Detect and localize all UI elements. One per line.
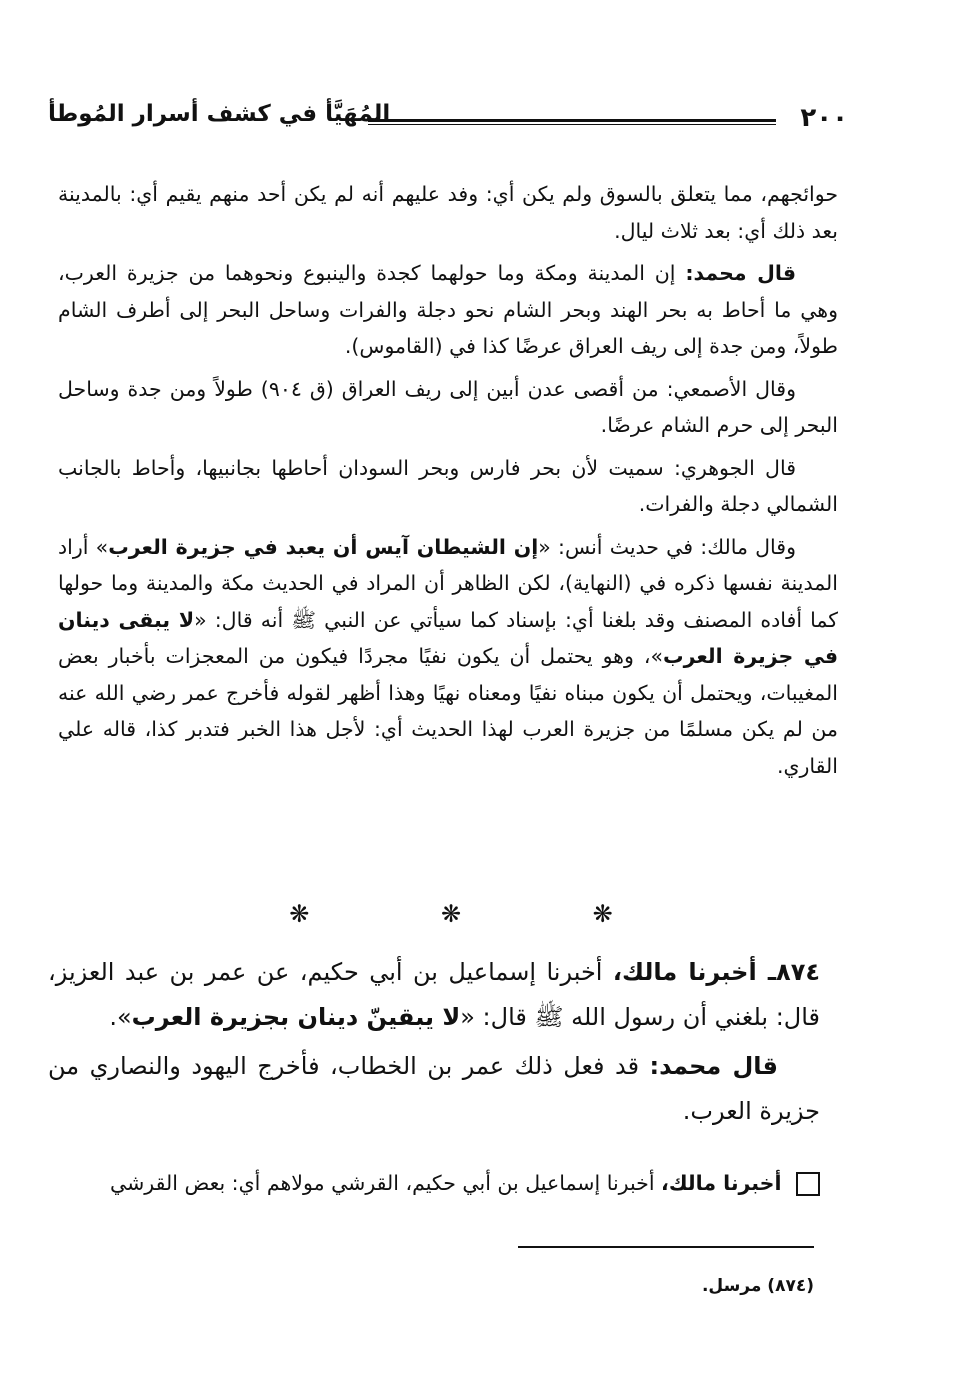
book-title: المُهَيَّأ في كشف أسرار المُوطأ [48, 101, 391, 127]
main-text [58, 176, 838, 790]
hadith-text [48, 950, 820, 1040]
paragraph-1 [58, 176, 838, 249]
paragraph-text: وقال الأصمعي: من أقصى عدن أبين إلى ريف العراق (ق ٩٠٤) طولاً ومن جدة وساحل البحر إلى حرم الشام عرضًا. [58, 376, 838, 437]
paragraph-text: قال الجوهري: سميت لأن بحر فارس وبحر السودان أحاطها بجانبيها، وأحاط بالجانب الشمالي دجلة والفرات. [58, 455, 838, 516]
paragraph-2 [58, 255, 838, 365]
comment-text: قد فعل ذلك عمر بن الخطاب، فأخرج اليهود والنصاري من جزيرة العرب. [48, 1052, 820, 1125]
paragraph-lead: قال محمد: [685, 261, 796, 285]
paragraph-text: حوائجهم، مما يتعلق بالسوق ولم يكن أي: وفد عليهم أنه لم يكن أحد منهم يقيم أي: بالمدينة بعد ذلك أي: بعد ثلاث ليال. [58, 182, 838, 243]
paragraph-text-mid: » أراد المدينة نفسها ذكره في (النهاية)، لكن الظاهر أن المراد في الحديث مكة والمدينة وما حولها كما أفاده المصنف وقد بلغنا أي: بإسناد كما سيأتي عن النبي ﷺ أنه قال: « [58, 534, 838, 632]
hadith-comment [48, 1044, 820, 1134]
page-number: ٢٠٠ [800, 103, 848, 133]
quoted-hadith-1: إن الشيطان آيس أن يعبد في جزيرة العرب [108, 534, 539, 559]
paragraph-text: إن المدينة ومكة وما حولهما كجدة والينبوع ونحوهما من جزيرة العرب، وهي ما أحاط به بحر الهند وبحر الشام نحو دجلة والفرات وساحل البحر إلى أطرف الشام طولاً، ومن جدة إلى ريف العراق عرضًا كذا في (القاموس). [58, 261, 838, 358]
page-header [48, 95, 848, 145]
comment-lead: قال محمد: [649, 1052, 778, 1080]
hadith-chain: أخبرنا إسماعيل بن أبي حكيم، عن عمر بن عبد العزيز، قال: بلغني أن رسول الله ﷺ قال: « [48, 958, 820, 1031]
section-separator: ❋ ❋ ❋ [289, 900, 675, 928]
commentary-text: أخبرنا إسماعيل بن أبي حكيم، القرشي مولاهم أي: بعض القرشي [110, 1171, 655, 1195]
paragraph-text-pre: وقال مالك: في حديث أنس: « [538, 534, 796, 559]
commentary-lead: أخبرنا مالك، [661, 1171, 782, 1195]
header-rule [368, 119, 776, 125]
paragraph-4 [58, 450, 838, 523]
paragraph-3 [58, 371, 838, 444]
hadith-quote: لا يبقينّ دينان بجزيرة العرب [131, 1003, 461, 1031]
paragraph-text-post: »، وهو يحتمل أن يكون نفيًا مجردًا فيكون من المعجزات بأخبار بعض المغيبات، ويحتمل أن يكون مبناه نفيًا ومعناه نهيًا وهذا أظهر لقوله فأخرج عمر رضي الله عنه من لم يكن مسلمًا من جزيرة العرب لهذا الحديث أي: لأجل هذا الخبر فتدبر كذا، قاله علي القاري. [58, 644, 838, 778]
commentary-line [48, 1165, 820, 1201]
hadith-number-lead: ٨٧٤ـ أخبرنا مالك، [612, 958, 820, 986]
paragraph-5 [58, 529, 838, 785]
hadith-block [48, 950, 820, 1138]
footnote-rule [518, 1246, 814, 1248]
square-marker-icon [796, 1172, 820, 1196]
footnote: (٨٧٤) مرسل. [701, 1276, 814, 1296]
hadith-quote-close: ». [109, 1003, 132, 1031]
quoted-hadith-2: لا يبقى دينان في جزيرة العرب [58, 607, 838, 668]
